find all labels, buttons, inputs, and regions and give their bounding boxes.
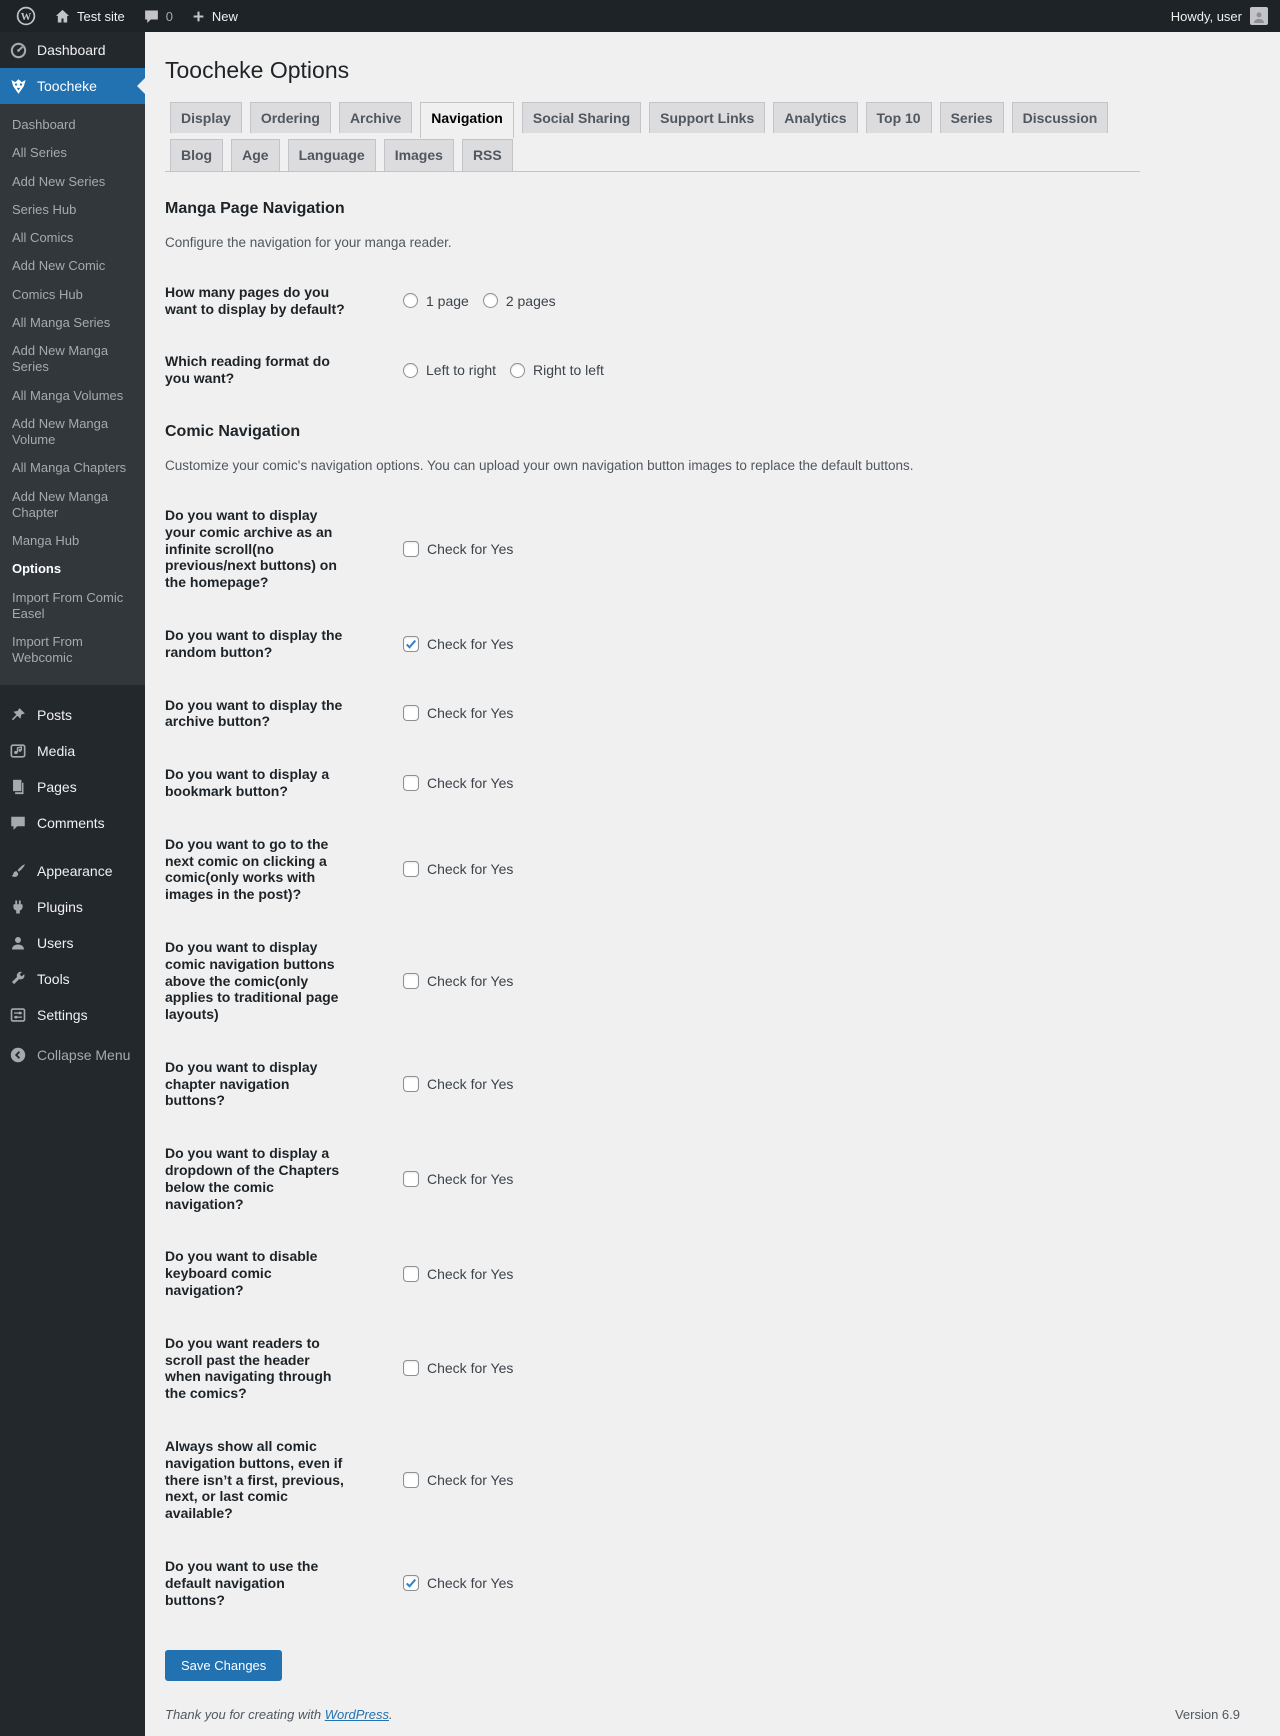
checkbox[interactable]: [403, 1266, 419, 1282]
admin-bar-new-label: New: [211, 8, 238, 24]
tab-top-10[interactable]: Top 10: [866, 102, 932, 133]
sidebar-item-label: Media: [37, 742, 76, 759]
collapse-arrow-icon: [8, 1045, 28, 1065]
setting-question: Do you want to display the random button?: [165, 626, 343, 660]
checkbox-field-chapter-nav-buttons[interactable]: [403, 1076, 1260, 1092]
setting-row-infinite-scroll: [165, 507, 1260, 591]
setting-question: Do you want to go to the next comic on clicking a comic(only works with images in the post)?: [165, 835, 329, 903]
setting-row-chapter-nav-buttons: [165, 1059, 1260, 1109]
sidebar-item-toocheke[interactable]: [0, 68, 145, 104]
tab-archive[interactable]: Archive: [339, 102, 412, 133]
admin-bar-comment-count: 0: [165, 8, 173, 24]
checkbox[interactable]: [403, 541, 419, 557]
tab-support-links[interactable]: Support Links: [649, 102, 765, 133]
sidebar-item-label: Posts: [37, 706, 73, 723]
comments-icon: [8, 813, 28, 833]
radio-button[interactable]: [403, 363, 418, 378]
tab-discussion[interactable]: Discussion: [1012, 102, 1109, 133]
sidebar-item-settings[interactable]: [0, 997, 145, 1033]
checkbox-label: Check for Yes: [427, 972, 514, 989]
checkbox[interactable]: [403, 1171, 419, 1187]
toocheke-submenu: [0, 104, 145, 685]
checkbox-field-default-nav-buttons[interactable]: [403, 1575, 1260, 1591]
user-icon: [8, 933, 28, 953]
checkbox-field-next-comic-on-click[interactable]: [403, 861, 1260, 877]
menu-separator: [0, 841, 145, 853]
manga-settings-rows: [165, 284, 1260, 387]
avatar: [1250, 7, 1268, 25]
sidebar-item-posts[interactable]: [0, 697, 145, 733]
checkbox-field-chapters-dropdown[interactable]: [403, 1171, 1260, 1187]
checkbox[interactable]: [403, 636, 419, 652]
sidebar-item-comments[interactable]: [0, 805, 145, 841]
admin-bar-new-button[interactable]: [183, 0, 246, 32]
tab-blog[interactable]: Blog: [170, 139, 223, 170]
submenu-item-add-new-series[interactable]: Add New Series: [12, 173, 106, 189]
checkbox-field-always-show-nav-buttons[interactable]: [403, 1472, 1260, 1488]
dashboard-gauge-icon: [8, 40, 28, 60]
submenu-item-import-from-comic-easel[interactable]: Import From Comic Easel: [12, 589, 124, 621]
settings-icon: [8, 1005, 28, 1025]
toocheke-mask-icon: [8, 76, 28, 96]
setting-question: Which reading format do you want?: [165, 353, 330, 387]
checkbox-label: Check for Yes: [427, 1076, 514, 1093]
checkbox-field-random-button[interactable]: [403, 636, 1260, 652]
submenu-item-all-manga-series[interactable]: All Manga Series: [12, 314, 111, 330]
sidebar-item-label: Users: [37, 934, 74, 951]
comic-settings-rows: [165, 507, 1260, 1608]
svg-text:W: W: [20, 12, 32, 23]
footer-thanks-text: [165, 1707, 393, 1722]
checkbox-label: Check for Yes: [427, 774, 514, 791]
checkbox-label: Check for Yes: [427, 1265, 514, 1282]
radio-option-left-to-right[interactable]: [403, 362, 496, 378]
setting-row-archive-button: [165, 697, 1260, 731]
plus-icon: [191, 9, 206, 24]
setting-question: Always show all comic navigation buttons, even if there isn’t a first, previous, next, or last comic available?: [165, 1438, 344, 1522]
sidebar-item-pages[interactable]: [0, 769, 145, 805]
media-icon: [8, 741, 28, 761]
howdy-text: Howdy, user: [1170, 8, 1242, 24]
submenu-item-all-manga-volumes[interactable]: All Manga Volumes: [12, 387, 124, 403]
tab-navigation[interactable]: Navigation: [420, 102, 514, 138]
setting-row-pages-default: [165, 284, 1260, 318]
sidebar-item-label: Settings: [37, 1006, 88, 1023]
admin-bar-account[interactable]: [1171, 7, 1280, 25]
submenu-item-add-new-comic[interactable]: Add New Comic: [12, 258, 106, 274]
submenu-item-comics-hub[interactable]: Comics Hub: [12, 286, 83, 302]
tab-series[interactable]: Series: [940, 102, 1004, 133]
submenu-item-all-manga-chapters[interactable]: All Manga Chapters: [12, 460, 127, 476]
section-description: Customize your comic's navigation options. You can upload your own navigation button images to replace the default buttons.: [165, 457, 914, 473]
admin-footer: [145, 1707, 1280, 1736]
sidebar-item-media[interactable]: [0, 733, 145, 769]
radio-button[interactable]: [403, 293, 418, 308]
setting-question: Do you want to display your comic archive as an infinite scroll(no previous/next buttons) on the homepage?: [165, 506, 337, 591]
submenu-item-all-comics[interactable]: All Comics: [12, 230, 74, 245]
wordpress-logo-menu[interactable]: [8, 0, 44, 32]
checkbox[interactable]: [403, 1360, 419, 1376]
footer-thanks-suffix: .: [389, 1707, 393, 1722]
sidebar-item-users[interactable]: [0, 925, 145, 961]
collapse-menu-button[interactable]: [0, 1037, 145, 1073]
submenu-item-import-from-webcomic[interactable]: Import From Webcomic: [12, 634, 83, 666]
checkbox-label: Check for Yes: [427, 1170, 514, 1187]
tab-analytics[interactable]: Analytics: [773, 102, 857, 133]
checkbox-field-archive-button[interactable]: [403, 705, 1260, 721]
footer-thanks-prefix: Thank you for creating with: [165, 1707, 325, 1722]
setting-row-random-button: [165, 627, 1260, 661]
radio-option-2-pages[interactable]: [483, 293, 556, 309]
submenu-item-add-new-manga-chapter[interactable]: Add New Manga Chapter: [12, 488, 109, 520]
radio-group-reading-format: [403, 362, 1260, 378]
setting-question: Do you want to display chapter navigation buttons?: [165, 1058, 318, 1109]
plug-icon: [8, 897, 28, 917]
setting-question: Do you want to display a bookmark button?: [165, 766, 330, 799]
setting-row-chapters-dropdown: [165, 1145, 1260, 1212]
setting-question: How many pages do you want to display by default?: [165, 283, 345, 317]
sidebar-item-plugins[interactable]: [0, 889, 145, 925]
admin-bar-comments[interactable]: [135, 0, 181, 32]
wordpress-link[interactable]: WordPress: [324, 1707, 389, 1722]
checkbox[interactable]: [403, 861, 419, 877]
sidebar-item-tools[interactable]: [0, 961, 145, 997]
checkbox[interactable]: [403, 973, 419, 989]
comment-bubble-icon: [143, 8, 160, 25]
checkbox[interactable]: [403, 775, 419, 791]
submenu-item-add-new-manga-series[interactable]: Add New Manga Series: [12, 343, 109, 375]
pages-icon: [8, 777, 28, 797]
tab-age[interactable]: Age: [231, 139, 279, 170]
setting-row-scroll-past-header: [165, 1335, 1260, 1402]
admin-bar: [0, 0, 1280, 32]
admin-bar-site-name: Test site: [77, 8, 125, 24]
sidebar-item-label: Plugins: [37, 898, 83, 915]
checkbox-field-infinite-scroll[interactable]: [403, 541, 1260, 557]
checkbox-label: Check for Yes: [427, 705, 514, 722]
sidebar-item-appearance[interactable]: [0, 853, 145, 889]
setting-row-always-show-nav-buttons: [165, 1438, 1260, 1522]
checkbox[interactable]: [403, 1076, 419, 1092]
main-content: [145, 32, 1280, 1736]
sidebar-item-label: Dashboard: [37, 42, 106, 58]
sidebar-item-label: Toocheke: [37, 78, 97, 94]
checkbox-label: Check for Yes: [427, 1360, 514, 1377]
checkbox-label: Check for Yes: [427, 861, 514, 878]
tab-images[interactable]: Images: [384, 139, 454, 170]
wrench-icon: [8, 969, 28, 989]
admin-sidebar: [0, 32, 145, 1736]
sidebar-item-label: Pages: [37, 778, 77, 795]
radio-option-right-to-left[interactable]: [510, 362, 604, 378]
setting-question: Do you want to disable keyboard comic navigation?: [165, 1248, 318, 1299]
section-heading-manga-page-navigation: Manga Page Navigation: [165, 199, 345, 217]
setting-question: Do you want to use the default navigation buttons?: [165, 1558, 319, 1608]
sidebar-item-label: Tools: [37, 970, 70, 987]
setting-row-next-comic-on-click: [165, 836, 1260, 903]
sidebar-item-label: Appearance: [37, 862, 113, 879]
setting-row-reading-format: [165, 353, 1260, 387]
submenu-item-all-series[interactable]: All Series: [12, 145, 67, 161]
radio-label: 1 page: [426, 292, 469, 309]
radio-label: Right to left: [533, 362, 604, 379]
section-description: Configure the navigation for your manga reader.: [165, 234, 452, 250]
radio-option-1-page[interactable]: [403, 293, 469, 309]
setting-question: Do you want to display comic navigation buttons above the comic(only applies to traditional page layouts): [165, 938, 339, 1023]
sidebar-item-dashboard[interactable]: [0, 32, 145, 68]
admin-bar-left: [0, 0, 246, 32]
checkbox[interactable]: [403, 1575, 419, 1591]
setting-row-nav-buttons-above-comic: [165, 939, 1260, 1023]
radio-label: Left to right: [426, 362, 497, 379]
checkbox-label: Check for Yes: [427, 540, 514, 557]
wordpress-logo-icon: [16, 6, 36, 26]
tab-language[interactable]: Language: [288, 139, 376, 170]
options-tab-bar: [165, 96, 1140, 172]
submenu-item-series-hub[interactable]: Series Hub: [12, 201, 77, 217]
checkbox-label: Check for Yes: [427, 1472, 514, 1489]
setting-question: Do you want readers to scroll past the header when navigating through the comics?: [165, 1334, 332, 1402]
setting-row-disable-keyboard-nav: [165, 1248, 1260, 1298]
checkbox-field-nav-buttons-above-comic[interactable]: [403, 973, 1260, 989]
checkbox[interactable]: [403, 705, 419, 721]
radio-button[interactable]: [510, 363, 525, 378]
tab-social-sharing[interactable]: Social Sharing: [522, 102, 641, 133]
tab-rss[interactable]: RSS: [462, 139, 513, 170]
collapse-menu-label: Collapse Menu: [37, 1046, 131, 1063]
checkbox[interactable]: [403, 1472, 419, 1488]
menu-separator: [0, 685, 145, 697]
home-icon: [54, 8, 71, 25]
footer-version: Version 6.9: [1174, 1707, 1240, 1722]
radio-group-pages: [403, 293, 1260, 309]
tab-display[interactable]: Display: [170, 102, 242, 133]
checkbox-field-bookmark-button[interactable]: [403, 775, 1260, 791]
submenu-item-dashboard[interactable]: Dashboard: [12, 117, 76, 132]
setting-row-bookmark-button: [165, 766, 1260, 800]
checkbox-label: Check for Yes: [427, 1575, 514, 1592]
tab-ordering[interactable]: Ordering: [250, 102, 331, 133]
sidebar-item-label: Comments: [37, 814, 105, 831]
save-changes-button[interactable]: Save Changes: [165, 1650, 282, 1681]
setting-question: Do you want to display the archive button?: [165, 696, 343, 730]
checkbox-field-disable-keyboard-nav[interactable]: [403, 1266, 1260, 1282]
submenu-item-add-new-manga-volume[interactable]: Add New Manga Volume: [12, 415, 109, 447]
section-heading-comic-navigation: Comic Navigation: [165, 422, 301, 440]
checkbox-label: Check for Yes: [427, 635, 514, 652]
setting-question: Do you want to display a dropdown of the Chapters below the comic navigation?: [165, 1145, 340, 1212]
submenu-item-options[interactable]: Options: [12, 561, 62, 577]
setting-row-default-nav-buttons: [165, 1558, 1260, 1608]
admin-bar-site-link[interactable]: [46, 0, 133, 32]
radio-label: 2 pages: [505, 292, 556, 309]
brush-icon: [8, 861, 28, 881]
checkbox-field-scroll-past-header[interactable]: [403, 1360, 1260, 1376]
page-title: Toocheke Options: [165, 57, 350, 83]
submenu-item-manga-hub[interactable]: Manga Hub: [12, 533, 80, 548]
radio-button[interactable]: [483, 293, 498, 308]
pin-icon: [8, 705, 28, 725]
